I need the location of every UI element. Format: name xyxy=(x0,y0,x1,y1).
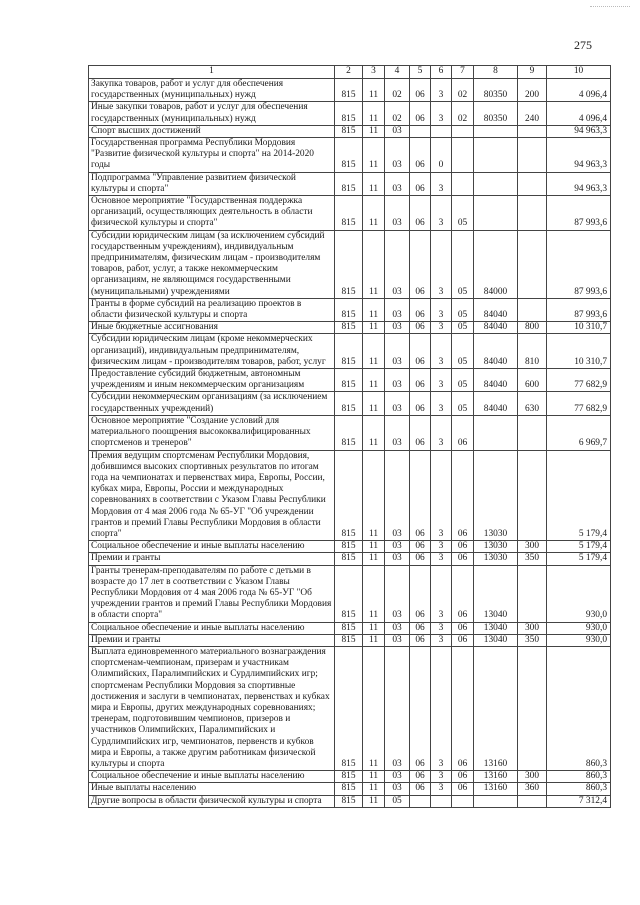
code-cell-c3: 11 xyxy=(363,172,385,195)
budget-table xyxy=(88,65,611,808)
code-cell-c6: 3 xyxy=(431,102,452,125)
code-cell-c3: 11 xyxy=(363,565,385,622)
code-cell-c4: 03 xyxy=(385,392,410,415)
code-cell-c3: 11 xyxy=(363,450,385,541)
code-cell-c5: 06 xyxy=(410,634,431,646)
code-cell-c9 xyxy=(518,196,547,231)
code-cell-c3: 11 xyxy=(363,102,385,125)
code-cell-c9 xyxy=(518,172,547,195)
code-cell-c5: 06 xyxy=(410,79,431,102)
code-cell-c5: 06 xyxy=(410,230,431,298)
amount-cell: 87 993,6 xyxy=(547,298,611,321)
table-row xyxy=(89,196,611,231)
code-cell-c6: 3 xyxy=(431,646,452,770)
code-cell-c4: 03 xyxy=(385,565,410,622)
code-cell-c5: 06 xyxy=(410,565,431,622)
table-row xyxy=(89,771,611,783)
code-cell-c6: 3 xyxy=(431,622,452,634)
code-cell-c6: 3 xyxy=(431,565,452,622)
code-cell-c3: 11 xyxy=(363,138,385,173)
code-cell-c8 xyxy=(474,138,518,173)
code-cell-c9 xyxy=(518,795,547,807)
code-cell-c3: 11 xyxy=(363,334,385,369)
table-row xyxy=(89,79,611,102)
code-cell-c7: 06 xyxy=(452,783,474,795)
code-cell-c5 xyxy=(410,125,431,137)
code-cell-c2: 815 xyxy=(335,622,363,634)
code-cell-c5: 06 xyxy=(410,298,431,321)
code-cell-c7: 06 xyxy=(452,565,474,622)
code-cell-c2: 815 xyxy=(335,334,363,369)
amount-cell: 10 310,7 xyxy=(547,334,611,369)
code-cell-c7: 06 xyxy=(452,541,474,553)
code-cell-c3: 11 xyxy=(363,392,385,415)
code-cell-c5: 06 xyxy=(410,138,431,173)
code-cell-c2: 815 xyxy=(335,783,363,795)
amount-cell: 5 179,4 xyxy=(547,553,611,565)
code-cell-c9: 360 xyxy=(518,783,547,795)
code-cell-c8: 13160 xyxy=(474,783,518,795)
code-cell-c9: 300 xyxy=(518,771,547,783)
code-cell-c2: 815 xyxy=(335,230,363,298)
code-cell-c5: 06 xyxy=(410,415,431,450)
code-cell-c2: 815 xyxy=(335,553,363,565)
code-cell-c2: 815 xyxy=(335,565,363,622)
code-cell-c9: 300 xyxy=(518,541,547,553)
code-cell-c6: 3 xyxy=(431,172,452,195)
row-name-cell: Основное мероприятие "Создание условий для материального поощрения высококвалифицированных спортсменов и тренеров" xyxy=(89,415,335,450)
header-cell: 5 xyxy=(410,66,431,79)
row-name-cell: Государственная программа Республики Мордовия "Развитие физической культуры и спорта" на 2014-2020 годы xyxy=(89,138,335,173)
code-cell-c8: 13160 xyxy=(474,771,518,783)
row-name-cell: Премии и гранты xyxy=(89,553,335,565)
code-cell-c6: 3 xyxy=(431,369,452,392)
row-name-cell: Спорт высших достижений xyxy=(89,125,335,137)
code-cell-c9: 630 xyxy=(518,392,547,415)
code-cell-c6: 3 xyxy=(431,450,452,541)
code-cell-c4: 02 xyxy=(385,79,410,102)
code-cell-c5: 06 xyxy=(410,102,431,125)
row-name-cell: Субсидии юридическим лицам (за исключением субсидий государственным учреждениям), индивидуальным предпринимателям, физическим лицам - производителям товаров, работ, услуг, а также некоммерческим организациям, не являющимся государственными (муниципальными) учреждениями xyxy=(89,230,335,298)
code-cell-c8 xyxy=(474,125,518,137)
code-cell-c5: 06 xyxy=(410,783,431,795)
code-cell-c7: 05 xyxy=(452,369,474,392)
code-cell-c6: 3 xyxy=(431,79,452,102)
code-cell-c3: 11 xyxy=(363,196,385,231)
code-cell-c9 xyxy=(518,138,547,173)
amount-cell: 860,3 xyxy=(547,646,611,770)
code-cell-c6: 3 xyxy=(431,322,452,334)
amount-cell: 930,0 xyxy=(547,622,611,634)
code-cell-c3: 11 xyxy=(363,553,385,565)
table-row xyxy=(89,102,611,125)
code-cell-c7 xyxy=(452,795,474,807)
code-cell-c7: 05 xyxy=(452,334,474,369)
table-row xyxy=(89,634,611,646)
table-row xyxy=(89,646,611,770)
table-row xyxy=(89,322,611,334)
amount-cell: 77 682,9 xyxy=(547,392,611,415)
code-cell-c2: 815 xyxy=(335,369,363,392)
code-cell-c2: 815 xyxy=(335,795,363,807)
amount-cell: 10 310,7 xyxy=(547,322,611,334)
amount-cell: 930,0 xyxy=(547,634,611,646)
amount-cell: 5 179,4 xyxy=(547,541,611,553)
code-cell-c9: 350 xyxy=(518,634,547,646)
code-cell-c8 xyxy=(474,415,518,450)
code-cell-c7: 06 xyxy=(452,553,474,565)
code-cell-c3: 11 xyxy=(363,79,385,102)
code-cell-c4: 03 xyxy=(385,298,410,321)
code-cell-c4: 05 xyxy=(385,795,410,807)
code-cell-c9: 810 xyxy=(518,334,547,369)
row-name-cell: Иные бюджетные ассигнования xyxy=(89,322,335,334)
row-name-cell: Другие вопросы в области физической культуры и спорта xyxy=(89,795,335,807)
table-row xyxy=(89,622,611,634)
code-cell-c2: 815 xyxy=(335,196,363,231)
header-cell: 10 xyxy=(547,66,611,79)
code-cell-c4: 03 xyxy=(385,450,410,541)
row-name-cell: Иные выплаты населению xyxy=(89,783,335,795)
code-cell-c6: 3 xyxy=(431,541,452,553)
amount-cell: 6 969,7 xyxy=(547,415,611,450)
table-row xyxy=(89,415,611,450)
table-row xyxy=(89,172,611,195)
code-cell-c5: 06 xyxy=(410,553,431,565)
code-cell-c4: 03 xyxy=(385,196,410,231)
code-cell-c2: 815 xyxy=(335,450,363,541)
code-cell-c7: 06 xyxy=(452,646,474,770)
amount-cell: 77 682,9 xyxy=(547,369,611,392)
code-cell-c7: 05 xyxy=(452,298,474,321)
row-name-cell: Гранты тренерам-преподавателям по работе с детьми в возрасте до 17 лет в соответствии с Указом Главы Республики Мордовия от 4 мая 2006 года № 65-УГ "Об учреждении грантов и премий Главы Республики Мордовия в области спорта" xyxy=(89,565,335,622)
header-cell: 2 xyxy=(335,66,363,79)
code-cell-c7: 06 xyxy=(452,634,474,646)
header-cell: 1 xyxy=(89,66,335,79)
amount-cell: 94 963,3 xyxy=(547,125,611,137)
code-cell-c8 xyxy=(474,196,518,231)
code-cell-c7: 02 xyxy=(452,102,474,125)
code-cell-c4: 03 xyxy=(385,634,410,646)
code-cell-c8: 13030 xyxy=(474,553,518,565)
code-cell-c3: 11 xyxy=(363,634,385,646)
code-cell-c7 xyxy=(452,172,474,195)
code-cell-c2: 815 xyxy=(335,771,363,783)
table-header-row xyxy=(89,66,611,79)
header-cell: 8 xyxy=(474,66,518,79)
code-cell-c7: 06 xyxy=(452,771,474,783)
code-cell-c6: 3 xyxy=(431,196,452,231)
code-cell-c6: 3 xyxy=(431,230,452,298)
code-cell-c3: 11 xyxy=(363,125,385,137)
code-cell-c4: 03 xyxy=(385,646,410,770)
code-cell-c8: 84040 xyxy=(474,298,518,321)
code-cell-c8: 84040 xyxy=(474,369,518,392)
amount-cell: 7 312,4 xyxy=(547,795,611,807)
code-cell-c9 xyxy=(518,415,547,450)
code-cell-c2: 815 xyxy=(335,634,363,646)
code-cell-c7: 06 xyxy=(452,622,474,634)
code-cell-c3: 11 xyxy=(363,771,385,783)
code-cell-c3: 11 xyxy=(363,795,385,807)
amount-cell: 860,3 xyxy=(547,771,611,783)
code-cell-c4: 03 xyxy=(385,622,410,634)
header-cell: 7 xyxy=(452,66,474,79)
row-name-cell: Выплата единовременного материального вознаграждения спортсменам-чемпионам, призерам и участникам Олимпийских, Паралимпийских и Сурдлимпийских игр; спортсменам Республики Мордовия за спортивные достижения и заслуги в чемпионатах, первенствах и кубках мира и Европы, других международных соревнованиях; тренерам, подготовившим чемпионов, призеров и участников Олимпийских, Паралимпийских и Сурдлимпийских игр, чемпионатов, первенств и кубков мира и Европы, а также другим работникам физической культуры и спорта xyxy=(89,646,335,770)
row-name-cell: Социальное обеспечение и иные выплаты населению xyxy=(89,771,335,783)
row-name-cell: Основное мероприятие "Государственная поддержка организаций, осуществляющих деятельность в области физической культуры и спорта" xyxy=(89,196,335,231)
code-cell-c5: 06 xyxy=(410,622,431,634)
table-row xyxy=(89,450,611,541)
page-number: 275 xyxy=(574,38,592,52)
code-cell-c9: 350 xyxy=(518,553,547,565)
table-row xyxy=(89,553,611,565)
amount-cell: 87 993,6 xyxy=(547,230,611,298)
row-name-cell: Социальное обеспечение и иные выплаты населению xyxy=(89,622,335,634)
code-cell-c4: 03 xyxy=(385,322,410,334)
code-cell-c7: 05 xyxy=(452,322,474,334)
code-cell-c4: 03 xyxy=(385,771,410,783)
code-cell-c7 xyxy=(452,138,474,173)
code-cell-c8: 13040 xyxy=(474,622,518,634)
code-cell-c9 xyxy=(518,230,547,298)
table-row xyxy=(89,298,611,321)
code-cell-c4: 03 xyxy=(385,172,410,195)
table-row xyxy=(89,138,611,173)
code-cell-c2: 815 xyxy=(335,298,363,321)
code-cell-c6 xyxy=(431,795,452,807)
code-cell-c6: 3 xyxy=(431,334,452,369)
table-row xyxy=(89,125,611,137)
row-name-cell: Премии и гранты xyxy=(89,634,335,646)
code-cell-c9 xyxy=(518,450,547,541)
code-cell-c3: 11 xyxy=(363,415,385,450)
code-cell-c8: 13030 xyxy=(474,541,518,553)
code-cell-c9 xyxy=(518,565,547,622)
code-cell-c4: 03 xyxy=(385,230,410,298)
table-row xyxy=(89,334,611,369)
row-name-cell: Гранты в форме субсидий на реализацию проектов в области физической культуры и спорта xyxy=(89,298,335,321)
table-row xyxy=(89,541,611,553)
code-cell-c5: 06 xyxy=(410,369,431,392)
code-cell-c8 xyxy=(474,172,518,195)
amount-cell: 930,0 xyxy=(547,565,611,622)
header-cell: 6 xyxy=(431,66,452,79)
code-cell-c2: 815 xyxy=(335,415,363,450)
code-cell-c9: 240 xyxy=(518,102,547,125)
code-cell-c3: 11 xyxy=(363,783,385,795)
code-cell-c4: 03 xyxy=(385,553,410,565)
amount-cell: 5 179,4 xyxy=(547,450,611,541)
code-cell-c6: 3 xyxy=(431,553,452,565)
amount-cell: 860,3 xyxy=(547,783,611,795)
code-cell-c6: 3 xyxy=(431,298,452,321)
code-cell-c7: 02 xyxy=(452,79,474,102)
code-cell-c6: 3 xyxy=(431,634,452,646)
code-cell-c3: 11 xyxy=(363,622,385,634)
row-name-cell: Субсидии некоммерческим организациям (за исключением государственных учреждений) xyxy=(89,392,335,415)
code-cell-c5: 06 xyxy=(410,450,431,541)
code-cell-c2: 815 xyxy=(335,138,363,173)
code-cell-c8: 13040 xyxy=(474,634,518,646)
row-name-cell: Социальное обеспечение и иные выплаты населению xyxy=(89,541,335,553)
code-cell-c9: 800 xyxy=(518,322,547,334)
header-cell: 4 xyxy=(385,66,410,79)
code-cell-c8: 84040 xyxy=(474,322,518,334)
table-row xyxy=(89,230,611,298)
code-cell-c4: 03 xyxy=(385,334,410,369)
code-cell-c3: 11 xyxy=(363,646,385,770)
code-cell-c6 xyxy=(431,125,452,137)
code-cell-c5: 06 xyxy=(410,771,431,783)
code-cell-c5: 06 xyxy=(410,322,431,334)
code-cell-c9: 300 xyxy=(518,622,547,634)
code-cell-c7: 06 xyxy=(452,450,474,541)
code-cell-c6: 0 xyxy=(431,138,452,173)
code-cell-c8: 80350 xyxy=(474,79,518,102)
code-cell-c8: 13160 xyxy=(474,646,518,770)
code-cell-c6: 3 xyxy=(431,392,452,415)
code-cell-c3: 11 xyxy=(363,541,385,553)
code-cell-c5: 06 xyxy=(410,392,431,415)
code-cell-c9 xyxy=(518,646,547,770)
code-cell-c5: 06 xyxy=(410,541,431,553)
code-cell-c9: 200 xyxy=(518,79,547,102)
row-name-cell: Подпрограмма "Управление развитием физической культуры и спорта" xyxy=(89,172,335,195)
code-cell-c2: 815 xyxy=(335,392,363,415)
code-cell-c6: 3 xyxy=(431,415,452,450)
row-name-cell: Премия ведущим спортсменам Республики Мордовия, добившимся высоких спортивных результатов по итогам года на чемпионатах и первенствах мира, Европы, России, кубках мира, Европы, России и международных соревнованиях в соответствии с Указом Главы Республики Мордовия от 4 мая 2006 года № 65-УГ "Об учреждении грантов и премий Главы Республики Мордовия в области спорта" xyxy=(89,450,335,541)
code-cell-c8: 84040 xyxy=(474,334,518,369)
code-cell-c8: 84000 xyxy=(474,230,518,298)
code-cell-c6: 3 xyxy=(431,783,452,795)
code-cell-c4: 03 xyxy=(385,369,410,392)
code-cell-c7 xyxy=(452,125,474,137)
row-name-cell: Субсидии юридическим лицам (кроме некоммерческих организаций), индивидуальным предпринимателям, физическим лицам - производителям товаров, работ, услуг xyxy=(89,334,335,369)
row-name-cell: Предоставление субсидий бюджетным, автономным учреждениям и иным некоммерческим организациям xyxy=(89,369,335,392)
code-cell-c4: 03 xyxy=(385,541,410,553)
code-cell-c4: 03 xyxy=(385,125,410,137)
code-cell-c3: 11 xyxy=(363,298,385,321)
code-cell-c4: 03 xyxy=(385,138,410,173)
amount-cell: 94 963,3 xyxy=(547,138,611,173)
code-cell-c8: 84040 xyxy=(474,392,518,415)
code-cell-c2: 815 xyxy=(335,541,363,553)
code-cell-c4: 03 xyxy=(385,415,410,450)
code-cell-c3: 11 xyxy=(363,369,385,392)
code-cell-c3: 11 xyxy=(363,322,385,334)
row-name-cell: Закупка товаров, работ и услуг для обеспечения государственных (муниципальных) нужд xyxy=(89,79,335,102)
code-cell-c8: 13040 xyxy=(474,565,518,622)
code-cell-c2: 815 xyxy=(335,125,363,137)
table-row xyxy=(89,369,611,392)
code-cell-c5: 06 xyxy=(410,646,431,770)
code-cell-c5 xyxy=(410,795,431,807)
code-cell-c8: 80350 xyxy=(474,102,518,125)
amount-cell: 87 993,6 xyxy=(547,196,611,231)
code-cell-c9 xyxy=(518,298,547,321)
code-cell-c4: 03 xyxy=(385,783,410,795)
code-cell-c5: 06 xyxy=(410,196,431,231)
code-cell-c4: 02 xyxy=(385,102,410,125)
code-cell-c5: 06 xyxy=(410,334,431,369)
header-cell: 9 xyxy=(518,66,547,79)
code-cell-c5: 06 xyxy=(410,172,431,195)
code-cell-c8 xyxy=(474,795,518,807)
code-cell-c9 xyxy=(518,125,547,137)
code-cell-c2: 815 xyxy=(335,646,363,770)
amount-cell: 4 096,4 xyxy=(547,79,611,102)
code-cell-c7: 06 xyxy=(452,415,474,450)
code-cell-c7: 05 xyxy=(452,230,474,298)
code-cell-c8: 13030 xyxy=(474,450,518,541)
amount-cell: 94 963,3 xyxy=(547,172,611,195)
code-cell-c2: 815 xyxy=(335,102,363,125)
table-row xyxy=(89,783,611,795)
code-cell-c7: 05 xyxy=(452,392,474,415)
code-cell-c9: 600 xyxy=(518,369,547,392)
header-cell: 3 xyxy=(363,66,385,79)
table-row xyxy=(89,795,611,807)
table-body xyxy=(89,66,611,808)
code-cell-c3: 11 xyxy=(363,230,385,298)
code-cell-c2: 815 xyxy=(335,172,363,195)
row-name-cell: Иные закупки товаров, работ и услуг для обеспечения государственных (муниципальных) нужд xyxy=(89,102,335,125)
scan-artifact xyxy=(590,6,630,11)
code-cell-c6: 3 xyxy=(431,771,452,783)
code-cell-c7: 05 xyxy=(452,196,474,231)
table-row xyxy=(89,565,611,622)
code-cell-c2: 815 xyxy=(335,322,363,334)
code-cell-c2: 815 xyxy=(335,79,363,102)
table-row xyxy=(89,392,611,415)
amount-cell: 4 096,4 xyxy=(547,102,611,125)
